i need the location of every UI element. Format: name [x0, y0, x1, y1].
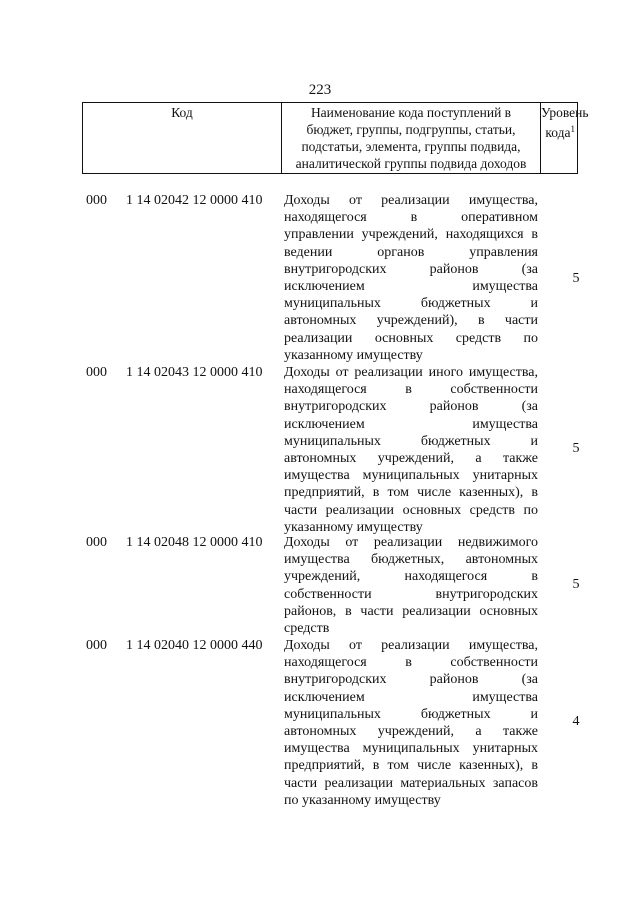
description-line: учреждений, находящегося в [284, 569, 538, 585]
row-level: 5 [572, 577, 580, 592]
header-level-line1: Уровень [541, 105, 589, 120]
header-name-line: аналитической группы подвида доходов [295, 156, 527, 171]
description-line: районов, в части реализации основных [284, 603, 538, 619]
description-line: собственности внутригородских [284, 586, 538, 602]
description-line: внутригородских районов (за [284, 261, 538, 277]
header-name-line: Наименование кода поступлений в [310, 105, 512, 120]
description-line: муниципальных бюджетных и [284, 706, 538, 722]
description-line: Доходы от реализации имущества, [284, 193, 538, 208]
row-level: 5 [572, 441, 580, 456]
description-line: исключением имущества [284, 278, 538, 294]
description-line: исключением имущества [284, 689, 538, 705]
description-line: управлении учреждений, находящихся в [284, 227, 538, 243]
description-line: муниципальных бюджетных и [284, 296, 538, 312]
description-line: имущества муниципальных унитарных [284, 741, 538, 757]
row-description [284, 364, 538, 536]
description-line: имущества бюджетных, автономных [284, 552, 538, 568]
description-line: Доходы от реализации недвижимого [284, 535, 538, 550]
header-name-line: подстатьи, элемента, группы подвида, [301, 139, 521, 154]
header-level-column [541, 102, 589, 174]
header-code-label: Код [171, 105, 193, 120]
description-line: предприятий, в том числе казенных), в [284, 758, 538, 774]
description-line: средств [284, 620, 330, 636]
row-code: 1 14 02042 12 0000 410 [126, 193, 263, 208]
description-line: находящегося в оперативном [284, 210, 538, 226]
description-line: части реализации материальных запасов [284, 775, 538, 791]
description-line: внутригородских районов (за [284, 399, 538, 415]
row-code: 1 14 02048 12 0000 410 [126, 535, 263, 550]
row-prefix: 000 [86, 535, 107, 550]
row-prefix: 000 [86, 193, 107, 208]
row-level: 4 [572, 714, 580, 729]
description-line: по указанному имуществу [284, 792, 441, 808]
row-description [284, 637, 538, 809]
header-name-line: бюджет, группы, подгруппы, статьи, [306, 122, 516, 137]
description-line: имущества муниципальных унитарных [284, 468, 538, 484]
header-level-line2 [541, 121, 575, 141]
header-name-column [281, 102, 541, 174]
description-line: автономных учреждений), в части [284, 313, 538, 329]
description-line: исключением имущества [284, 416, 538, 432]
footnote-marker: 1 [570, 124, 575, 134]
row-level: 5 [572, 271, 580, 286]
description-line: части реализации основных средств по [284, 502, 538, 518]
row-description [284, 192, 538, 364]
row-prefix: 000 [86, 365, 107, 380]
description-line: муниципальных бюджетных и [284, 433, 538, 449]
description-line: реализации основных средств по [284, 330, 538, 346]
description-line: находящегося в собственности [284, 382, 538, 398]
description-line: Доходы от реализации иного имущества, [284, 365, 538, 380]
row-code: 1 14 02040 12 0000 440 [126, 638, 263, 653]
description-line: предприятий, в том числе казенных), в [284, 485, 538, 501]
description-line: внутригородских районов (за [284, 672, 538, 688]
description-line: находящегося в собственности [284, 655, 538, 671]
description-line: автономных учреждений, а также [284, 723, 538, 739]
row-prefix: 000 [86, 638, 107, 653]
description-line: указанному имуществу [284, 347, 423, 363]
description-line: указанному имуществу [284, 519, 423, 535]
header-code-column [82, 102, 281, 174]
page-number: 223 [308, 82, 332, 98]
description-line: ведении органов управления [284, 244, 538, 260]
row-description [284, 534, 538, 637]
header-level-word: кода [545, 125, 571, 140]
description-line: автономных учреждений, а также [284, 450, 538, 466]
description-line: Доходы от реализации имущества, [284, 638, 538, 653]
row-code: 1 14 02043 12 0000 410 [126, 365, 263, 380]
